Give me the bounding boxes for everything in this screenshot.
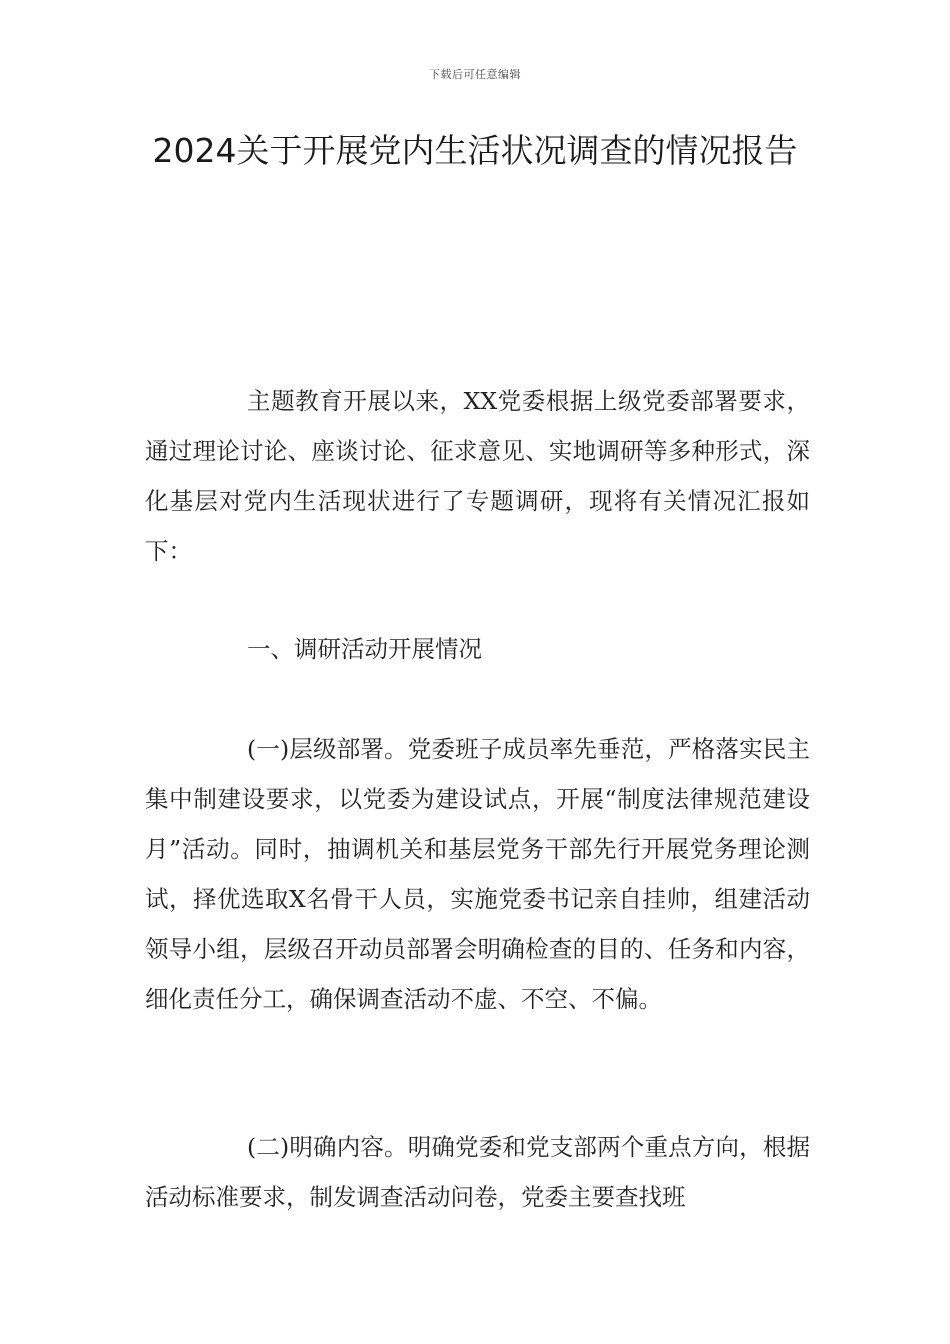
body-paragraph: (二)明确内容。明确党委和党支部两个重点方向，根据活动标准要求，制发调查活动问卷，党委主要查找班 xyxy=(145,1133,810,1211)
body-paragraph: (一)层级部署。党委班子成员率先垂范，严格落实民主集中制建设要求，以党委为建设试点，开展“制度法律规范建设月”活动。同时，抽调机关和基层党务干部先行开展党务理论测试，择优选取X名骨干人员，实施党委书记亲自挂帅，组建活动领导小组，层级召开动员部署会明确检查的目的、任务和内容，细化责任分工，确保调查活动不虚、不空、不偏。 xyxy=(145,735,810,1013)
header-note: 下载后可任意编辑 xyxy=(429,68,521,81)
intro-paragraph: 主题教育开展以来，XX党委根据上级党委部署要求，通过理论讨论、座谈讨论、征求意见、实地调研等多种形式，深化基层对党内生活现状进行了专题调研，现将有关情况汇报如下： xyxy=(145,387,810,565)
document-title: 2024关于开展党内生活状况调查的情况报告 xyxy=(152,131,798,170)
section-heading: 一、调研活动开展情况 xyxy=(247,635,482,663)
